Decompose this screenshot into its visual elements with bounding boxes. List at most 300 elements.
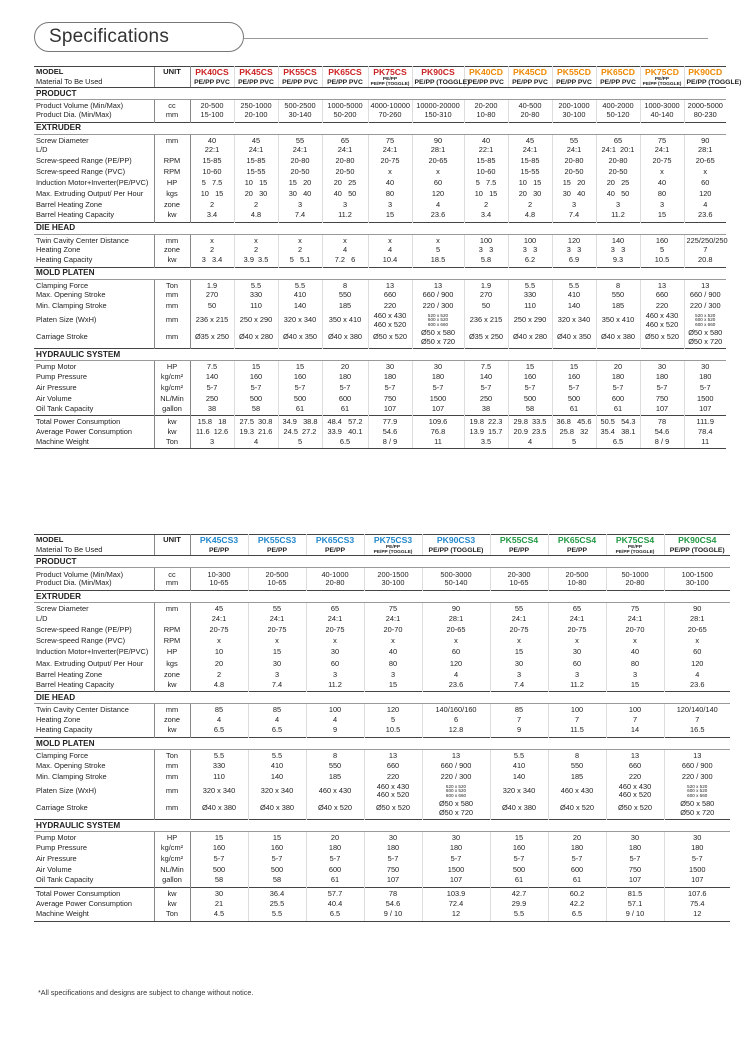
material-label: Material To Be Used bbox=[34, 546, 154, 556]
cell-value: 20-75 bbox=[640, 156, 684, 167]
row-unit: kgs bbox=[154, 189, 190, 200]
cell-value: x bbox=[548, 636, 606, 647]
cell-value: 2 bbox=[190, 669, 248, 680]
cell-value: 15 20 bbox=[278, 178, 322, 189]
cell-value: 10-80 bbox=[464, 111, 508, 122]
row-unit: mm bbox=[154, 312, 190, 329]
cell-value: 11 bbox=[684, 438, 726, 449]
model-name: PK65CS4 bbox=[548, 535, 606, 546]
cell-value: 107 bbox=[412, 405, 464, 416]
table-row bbox=[34, 167, 726, 178]
cell-value: 660 / 900 bbox=[412, 290, 464, 301]
row-unit: kw bbox=[154, 211, 190, 222]
cell-value: 4 bbox=[508, 438, 552, 449]
row-unit: kw bbox=[154, 416, 190, 427]
cell-value: 60 bbox=[548, 658, 606, 669]
cell-value: 550 bbox=[306, 761, 364, 772]
model-name: PK55CD bbox=[552, 67, 596, 78]
table-row bbox=[34, 111, 726, 122]
cell-value: 660 / 900 bbox=[422, 761, 490, 772]
cell-value: x bbox=[364, 636, 422, 647]
cell-value: 20-75 bbox=[306, 625, 364, 636]
cell-value: 220 / 300 bbox=[422, 772, 490, 783]
cell-value: 57.1 bbox=[606, 899, 664, 910]
cell-value: 42.7 bbox=[490, 887, 548, 898]
cell-value: 58 bbox=[234, 405, 278, 416]
cell-value: 500 bbox=[248, 865, 306, 876]
cell-value: 7.5 bbox=[190, 361, 234, 372]
cell-value: 15-85 bbox=[190, 156, 234, 167]
cell-value: 500-3000 bbox=[422, 568, 490, 579]
cell-value: 5-7 bbox=[464, 383, 508, 394]
row-label: Product Volume (Min/Max) bbox=[36, 569, 124, 579]
cell-value: 78 bbox=[364, 887, 422, 898]
cell-value: 7.4 bbox=[248, 681, 306, 692]
material-value: PE/PP PVC bbox=[190, 78, 234, 88]
section-header bbox=[34, 737, 730, 749]
row-unit: mm bbox=[154, 301, 190, 312]
cell-value: 15 bbox=[190, 832, 248, 843]
cell-value: 5 bbox=[364, 715, 422, 726]
table-row bbox=[34, 625, 730, 636]
section-header bbox=[34, 88, 726, 100]
cell-value: Ø40 x 380 bbox=[248, 800, 306, 820]
cell-value: 80 bbox=[640, 189, 684, 200]
row-label: Machine Weight bbox=[34, 438, 154, 449]
cell-value: 10 15 bbox=[190, 189, 234, 200]
cell-value: 15-100 bbox=[190, 111, 234, 122]
cell-value: 220 bbox=[368, 301, 412, 312]
cell-value: 24:1 bbox=[234, 145, 278, 156]
cell-value: 50-1000 bbox=[606, 568, 664, 579]
cell-value: 6.5 bbox=[548, 910, 606, 921]
cell-value: 3 bbox=[248, 669, 306, 680]
cell-value: 15 bbox=[364, 681, 422, 692]
cell-value: 13 bbox=[606, 749, 664, 760]
cell-value: 65 bbox=[548, 602, 606, 613]
cell-value: 20-80 bbox=[552, 156, 596, 167]
cell-value: 5-7 bbox=[490, 854, 548, 865]
cell-value: 550 bbox=[322, 290, 368, 301]
material-row bbox=[34, 546, 730, 556]
cell-value: 107 bbox=[364, 876, 422, 887]
row-unit: zone bbox=[154, 200, 190, 211]
cell-value: 1500 bbox=[422, 865, 490, 876]
row-unit: mm bbox=[154, 234, 190, 245]
cell-value: 180 bbox=[606, 843, 664, 854]
cell-value: 250 bbox=[464, 394, 508, 405]
cell-value: 3 3.4 bbox=[190, 256, 234, 267]
model-label: MODEL bbox=[34, 67, 154, 78]
cell-value: 60 bbox=[306, 658, 364, 669]
row-label: Product Dia. (Min/Max) bbox=[36, 578, 112, 588]
cell-value: 5-7 bbox=[234, 383, 278, 394]
cell-value: 61 bbox=[278, 405, 322, 416]
cell-value: 3.4 bbox=[190, 211, 234, 222]
cell-value: 10-60 bbox=[190, 167, 234, 178]
cell-value: 80 bbox=[364, 658, 422, 669]
cell-value: 330 bbox=[190, 761, 248, 772]
row-unit: mm bbox=[154, 800, 190, 820]
cell-value: 10-65 bbox=[490, 579, 548, 590]
table-row bbox=[34, 647, 730, 658]
row-unit: RPM bbox=[154, 156, 190, 167]
row-label: Air Pressure bbox=[36, 382, 77, 392]
title-frame bbox=[34, 22, 244, 52]
cell-value: 500 bbox=[508, 394, 552, 405]
table-row bbox=[34, 658, 730, 669]
cell-value: 660 bbox=[640, 290, 684, 301]
cell-value: 180 bbox=[306, 843, 364, 854]
cell-value: 320 x 340 bbox=[552, 312, 596, 329]
cell-value: 19.8 22.3 bbox=[464, 416, 508, 427]
cell-value: 460 x 430 460 x 520 bbox=[364, 783, 422, 800]
cell-value: 1000-5000 bbox=[322, 100, 368, 111]
material-value: PE/PP PE/PP (TOGGLE) bbox=[606, 546, 664, 556]
cell-value: 12 bbox=[664, 910, 730, 921]
cell-value: 15-85 bbox=[508, 156, 552, 167]
material-value: PE/PP PE/PP (TOGGLE) bbox=[368, 78, 412, 88]
row-label: Air Volume bbox=[36, 865, 72, 875]
cell-value: 9 bbox=[306, 726, 364, 737]
cell-value: 45 bbox=[190, 602, 248, 613]
cell-value: 20-65 bbox=[422, 625, 490, 636]
cell-value: 40 50 bbox=[322, 189, 368, 200]
cell-value: 24:1 bbox=[306, 614, 364, 625]
cell-value: 107 bbox=[368, 405, 412, 416]
cell-value: Ø40 x 380 bbox=[490, 800, 548, 820]
cell-value: x bbox=[306, 636, 364, 647]
cell-value: 40-140 bbox=[640, 111, 684, 122]
cell-value: 660 bbox=[606, 761, 664, 772]
row-label: Average Power Consumption bbox=[36, 898, 132, 908]
cell-value: 3 bbox=[548, 669, 606, 680]
cell-value: 107 bbox=[699, 403, 712, 413]
cell-value: 4 bbox=[695, 669, 700, 679]
cell-value: 3 bbox=[190, 438, 234, 449]
cell-value: 120 bbox=[552, 234, 596, 245]
cell-value: 58 bbox=[248, 876, 306, 887]
cell-value: 5 5.1 bbox=[278, 256, 322, 267]
row-unit bbox=[154, 614, 190, 625]
row-label: Screw-speed Range (PE/PP) bbox=[36, 156, 132, 166]
model-name: PK55CS bbox=[278, 67, 322, 78]
cell-value: x bbox=[368, 167, 412, 178]
cell-value: 61 bbox=[596, 405, 640, 416]
cell-value: 3 bbox=[368, 200, 412, 211]
cell-value: 350 x 410 bbox=[322, 312, 368, 329]
cell-value: 460 x 430 bbox=[548, 783, 606, 800]
cell-value: 220 bbox=[606, 772, 664, 783]
spec-table-lower bbox=[34, 534, 730, 922]
cell-value: 20-70 bbox=[606, 625, 664, 636]
cell-value: 9 / 10 bbox=[364, 910, 422, 921]
row-unit: Ton bbox=[154, 910, 190, 921]
cell-value: 6 bbox=[422, 715, 490, 726]
cell-value: 13.9 15.7 bbox=[464, 427, 508, 438]
cell-value: 1.9 bbox=[190, 279, 234, 290]
row-unit: Ton bbox=[154, 438, 190, 449]
material-value: PE/PP (TOGGLE) bbox=[422, 546, 490, 556]
cell-value: Ø50 x 520 bbox=[606, 800, 664, 820]
cell-value: 5 7.5 bbox=[464, 178, 508, 189]
cell-value: 3 3 bbox=[508, 245, 552, 256]
row-unit: RPM bbox=[154, 636, 190, 647]
cell-value: 3 bbox=[596, 200, 640, 211]
table-row bbox=[34, 681, 730, 692]
row-label: Total Power Consumption bbox=[36, 889, 121, 899]
cell-value: 20-50 bbox=[552, 167, 596, 178]
cell-value: 660 / 900 bbox=[681, 760, 713, 770]
cell-value: 10-300 bbox=[190, 568, 248, 579]
cell-value: 140 bbox=[552, 301, 596, 312]
cell-value: 75 bbox=[368, 134, 412, 145]
cell-value: 5-7 bbox=[640, 383, 684, 394]
row-label: Machine Weight bbox=[34, 910, 154, 921]
cell-value: 5.5 bbox=[490, 910, 548, 921]
model-name: PK40CD bbox=[464, 67, 508, 78]
cell-value: 330 bbox=[508, 290, 552, 301]
model-name: PK90CD bbox=[684, 67, 726, 78]
cell-value: 10000-20000 bbox=[412, 100, 464, 111]
cell-value: 160 bbox=[278, 372, 322, 383]
row-label: Induction Motor+Inverter(PE/PVC) bbox=[36, 178, 149, 188]
cell-value: 30 bbox=[606, 832, 664, 843]
cell-value: 225/250/250 bbox=[686, 235, 728, 245]
cell-value: 500 bbox=[552, 394, 596, 405]
row-label: Pump Motor bbox=[36, 833, 77, 843]
cell-value: 5-7 bbox=[190, 854, 248, 865]
cell-value: 10-65 bbox=[248, 579, 306, 590]
cell-value: 220 / 300 bbox=[412, 301, 464, 312]
cell-value: 42.2 bbox=[548, 899, 606, 910]
model-name: PK90CS bbox=[412, 67, 464, 78]
table-row bbox=[34, 887, 730, 898]
table-row bbox=[34, 312, 726, 329]
cell-value: 16.5 bbox=[690, 725, 705, 735]
cell-value: 4 bbox=[248, 715, 306, 726]
row-label: Barrel Heating Capacity bbox=[36, 210, 115, 220]
cell-value: 600 bbox=[322, 394, 368, 405]
section-header bbox=[34, 349, 726, 361]
cell-value: 75.4 bbox=[690, 898, 705, 908]
row-label: Screw-speed Range (PVC) bbox=[36, 167, 126, 177]
table-row bbox=[34, 405, 726, 416]
cell-value: 6.5 bbox=[190, 726, 248, 737]
table-row bbox=[34, 800, 730, 820]
row-unit: zone bbox=[154, 669, 190, 680]
cell-value: 3 bbox=[552, 200, 596, 211]
row-label: Induction Motor+Inverter(PE/PVC) bbox=[36, 647, 149, 657]
row-unit: mm bbox=[154, 111, 190, 122]
cell-value: 13 bbox=[693, 750, 702, 760]
row-unit: Ton bbox=[154, 749, 190, 760]
cell-value: 35.4 38.1 bbox=[596, 427, 640, 438]
cell-value: 100-1500 bbox=[681, 569, 713, 579]
table-row bbox=[34, 614, 730, 625]
row-label: Carriage Stroke bbox=[36, 803, 88, 813]
cell-value: 11 bbox=[412, 438, 464, 449]
cell-value: x bbox=[234, 234, 278, 245]
cell-value: 23.6 bbox=[412, 211, 464, 222]
cell-value: 30-100 bbox=[364, 579, 422, 590]
cell-value: 7 bbox=[695, 715, 700, 725]
cell-value: 185 bbox=[596, 301, 640, 312]
table-row bbox=[34, 438, 726, 449]
row-unit: kw bbox=[154, 887, 190, 898]
cell-value: 5.5 bbox=[508, 279, 552, 290]
cell-value: 660 bbox=[364, 761, 422, 772]
cell-value: 11.2 bbox=[306, 681, 364, 692]
row-label: Total Power Consumption bbox=[36, 417, 121, 427]
cell-value: 20-75 bbox=[368, 156, 412, 167]
cell-value: 30 bbox=[364, 832, 422, 843]
row-label: Pump Pressure bbox=[36, 371, 87, 381]
cell-value: x bbox=[278, 234, 322, 245]
section-header bbox=[34, 556, 730, 568]
cell-value: 20-65 bbox=[695, 156, 715, 166]
row-label: Twin Cavity Center Distance bbox=[36, 235, 129, 245]
cell-value: 24:1 bbox=[368, 145, 412, 156]
cell-value: 180 bbox=[368, 372, 412, 383]
table-row bbox=[34, 372, 726, 383]
cell-value: 85 bbox=[490, 704, 548, 715]
cell-value: 30 bbox=[368, 361, 412, 372]
cell-value: 30 bbox=[422, 832, 490, 843]
cell-value: 250 bbox=[190, 394, 234, 405]
cell-value: 85 bbox=[248, 704, 306, 715]
cell-value: Ø40 x 280 bbox=[508, 329, 552, 349]
cell-value: 18.5 bbox=[412, 256, 464, 267]
cell-value: 7 bbox=[490, 715, 548, 726]
cell-value: 3 bbox=[490, 669, 548, 680]
cell-value: 100 bbox=[508, 234, 552, 245]
row-label: Heating Zone bbox=[36, 245, 81, 255]
cell-value: 140 bbox=[278, 301, 322, 312]
cell-value: 10.5 bbox=[640, 256, 684, 267]
cell-value: 180 bbox=[699, 371, 712, 381]
cell-value: 23.6 bbox=[422, 681, 490, 692]
cell-value: 90 bbox=[693, 603, 702, 613]
cell-value: 200-1500 bbox=[364, 568, 422, 579]
cell-value: 78 bbox=[640, 416, 684, 427]
section-title: DIE HEAD bbox=[34, 692, 730, 704]
cell-value: 1500 bbox=[689, 865, 706, 875]
row-unit: kg/cm² bbox=[154, 854, 190, 865]
cell-value: 45 bbox=[508, 134, 552, 145]
cell-value: 500 bbox=[490, 865, 548, 876]
cell-value: 4000-10000 bbox=[368, 100, 412, 111]
cell-value: 460 x 430 460 x 520 bbox=[368, 312, 412, 329]
cell-value: 320 x 340 bbox=[248, 783, 306, 800]
cell-value: 61 bbox=[322, 405, 368, 416]
cell-value: 520 x 520 600 x 520 600 x 660 bbox=[695, 313, 716, 327]
cell-value: 10 bbox=[190, 647, 248, 658]
cell-value: 20-50 bbox=[322, 167, 368, 178]
cell-value: 80 bbox=[606, 658, 664, 669]
cell-value: 50-120 bbox=[596, 111, 640, 122]
cell-value: 6.5 bbox=[322, 438, 368, 449]
table-row bbox=[34, 749, 730, 760]
cell-value: 750 bbox=[364, 865, 422, 876]
cell-value: 15 bbox=[234, 361, 278, 372]
row-label: Max. Extruding Output/ Per Hour bbox=[36, 658, 144, 668]
cell-value: 20 bbox=[548, 832, 606, 843]
row-label: Air Volume bbox=[36, 393, 72, 403]
cell-value: 20-80 bbox=[278, 156, 322, 167]
cell-value: 1.9 bbox=[464, 279, 508, 290]
cell-value: 90 bbox=[422, 602, 490, 613]
row-label: Screw-speed Range (PE/PP) bbox=[36, 625, 132, 635]
cell-value: 55 bbox=[552, 134, 596, 145]
cell-value: 24:1 bbox=[322, 145, 368, 156]
cell-value: 75 bbox=[606, 602, 664, 613]
cell-value: 24:1 20:1 bbox=[596, 145, 640, 156]
cell-value: 54.6 bbox=[640, 427, 684, 438]
row-unit: gallon bbox=[154, 405, 190, 416]
cell-value: 24:1 bbox=[364, 614, 422, 625]
row-label: Platen Size (WxH) bbox=[36, 786, 97, 796]
cell-value: 4 bbox=[422, 669, 490, 680]
material-value: PE/PP (TOGGLE) bbox=[684, 78, 726, 88]
cell-value: 5-7 bbox=[508, 383, 552, 394]
cell-value: Ø40 x 520 bbox=[306, 800, 364, 820]
cell-value: 5-7 bbox=[552, 383, 596, 394]
cell-value: 15 bbox=[606, 681, 664, 692]
model-name: PK45CS3 bbox=[190, 535, 248, 546]
cell-value: 110 bbox=[508, 301, 552, 312]
cell-value: 500 bbox=[190, 865, 248, 876]
cell-value: 250-1000 bbox=[234, 100, 278, 111]
row-unit: zone bbox=[154, 715, 190, 726]
row-unit: mm bbox=[154, 772, 190, 783]
cell-value: x bbox=[248, 636, 306, 647]
row-unit: kgs bbox=[154, 658, 190, 669]
cell-value: 2 bbox=[464, 200, 508, 211]
section-title: PRODUCT bbox=[34, 556, 730, 568]
cell-value: 160 bbox=[640, 234, 684, 245]
cell-value: 15 bbox=[490, 832, 548, 843]
table-row bbox=[34, 290, 726, 301]
row-unit: RPM bbox=[154, 167, 190, 178]
cell-value: 100 bbox=[306, 704, 364, 715]
cell-value: 10-60 bbox=[464, 167, 508, 178]
row-label: Max. Opening Stroke bbox=[36, 760, 106, 770]
table-row bbox=[34, 704, 730, 715]
cell-value: 7 bbox=[548, 715, 606, 726]
cell-value: 100 bbox=[464, 234, 508, 245]
cell-value: 24:1 bbox=[190, 614, 248, 625]
cell-value: 140/160/160 bbox=[422, 704, 490, 715]
cell-value: Ø50 x 580 Ø50 x 720 bbox=[688, 328, 723, 346]
cell-value: 140 bbox=[596, 234, 640, 245]
cell-value: 72.4 bbox=[422, 899, 490, 910]
cell-value: 200-1000 bbox=[552, 100, 596, 111]
table-row bbox=[34, 636, 730, 647]
row-label: Screw Diameter bbox=[36, 135, 89, 145]
cell-value: 48.4 57.2 bbox=[322, 416, 368, 427]
material-label: Material To Be Used bbox=[34, 78, 154, 88]
cell-value: 40-500 bbox=[508, 100, 552, 111]
cell-value: 61 bbox=[552, 405, 596, 416]
row-unit: kw bbox=[154, 427, 190, 438]
cell-value: 180 bbox=[691, 843, 704, 853]
cell-value: 180 bbox=[364, 843, 422, 854]
cell-value: 29.8 33.5 bbox=[508, 416, 552, 427]
cell-value: 24:1 bbox=[490, 614, 548, 625]
row-label: Barrel Heating Zone bbox=[36, 669, 103, 679]
row-unit: HP bbox=[154, 832, 190, 843]
